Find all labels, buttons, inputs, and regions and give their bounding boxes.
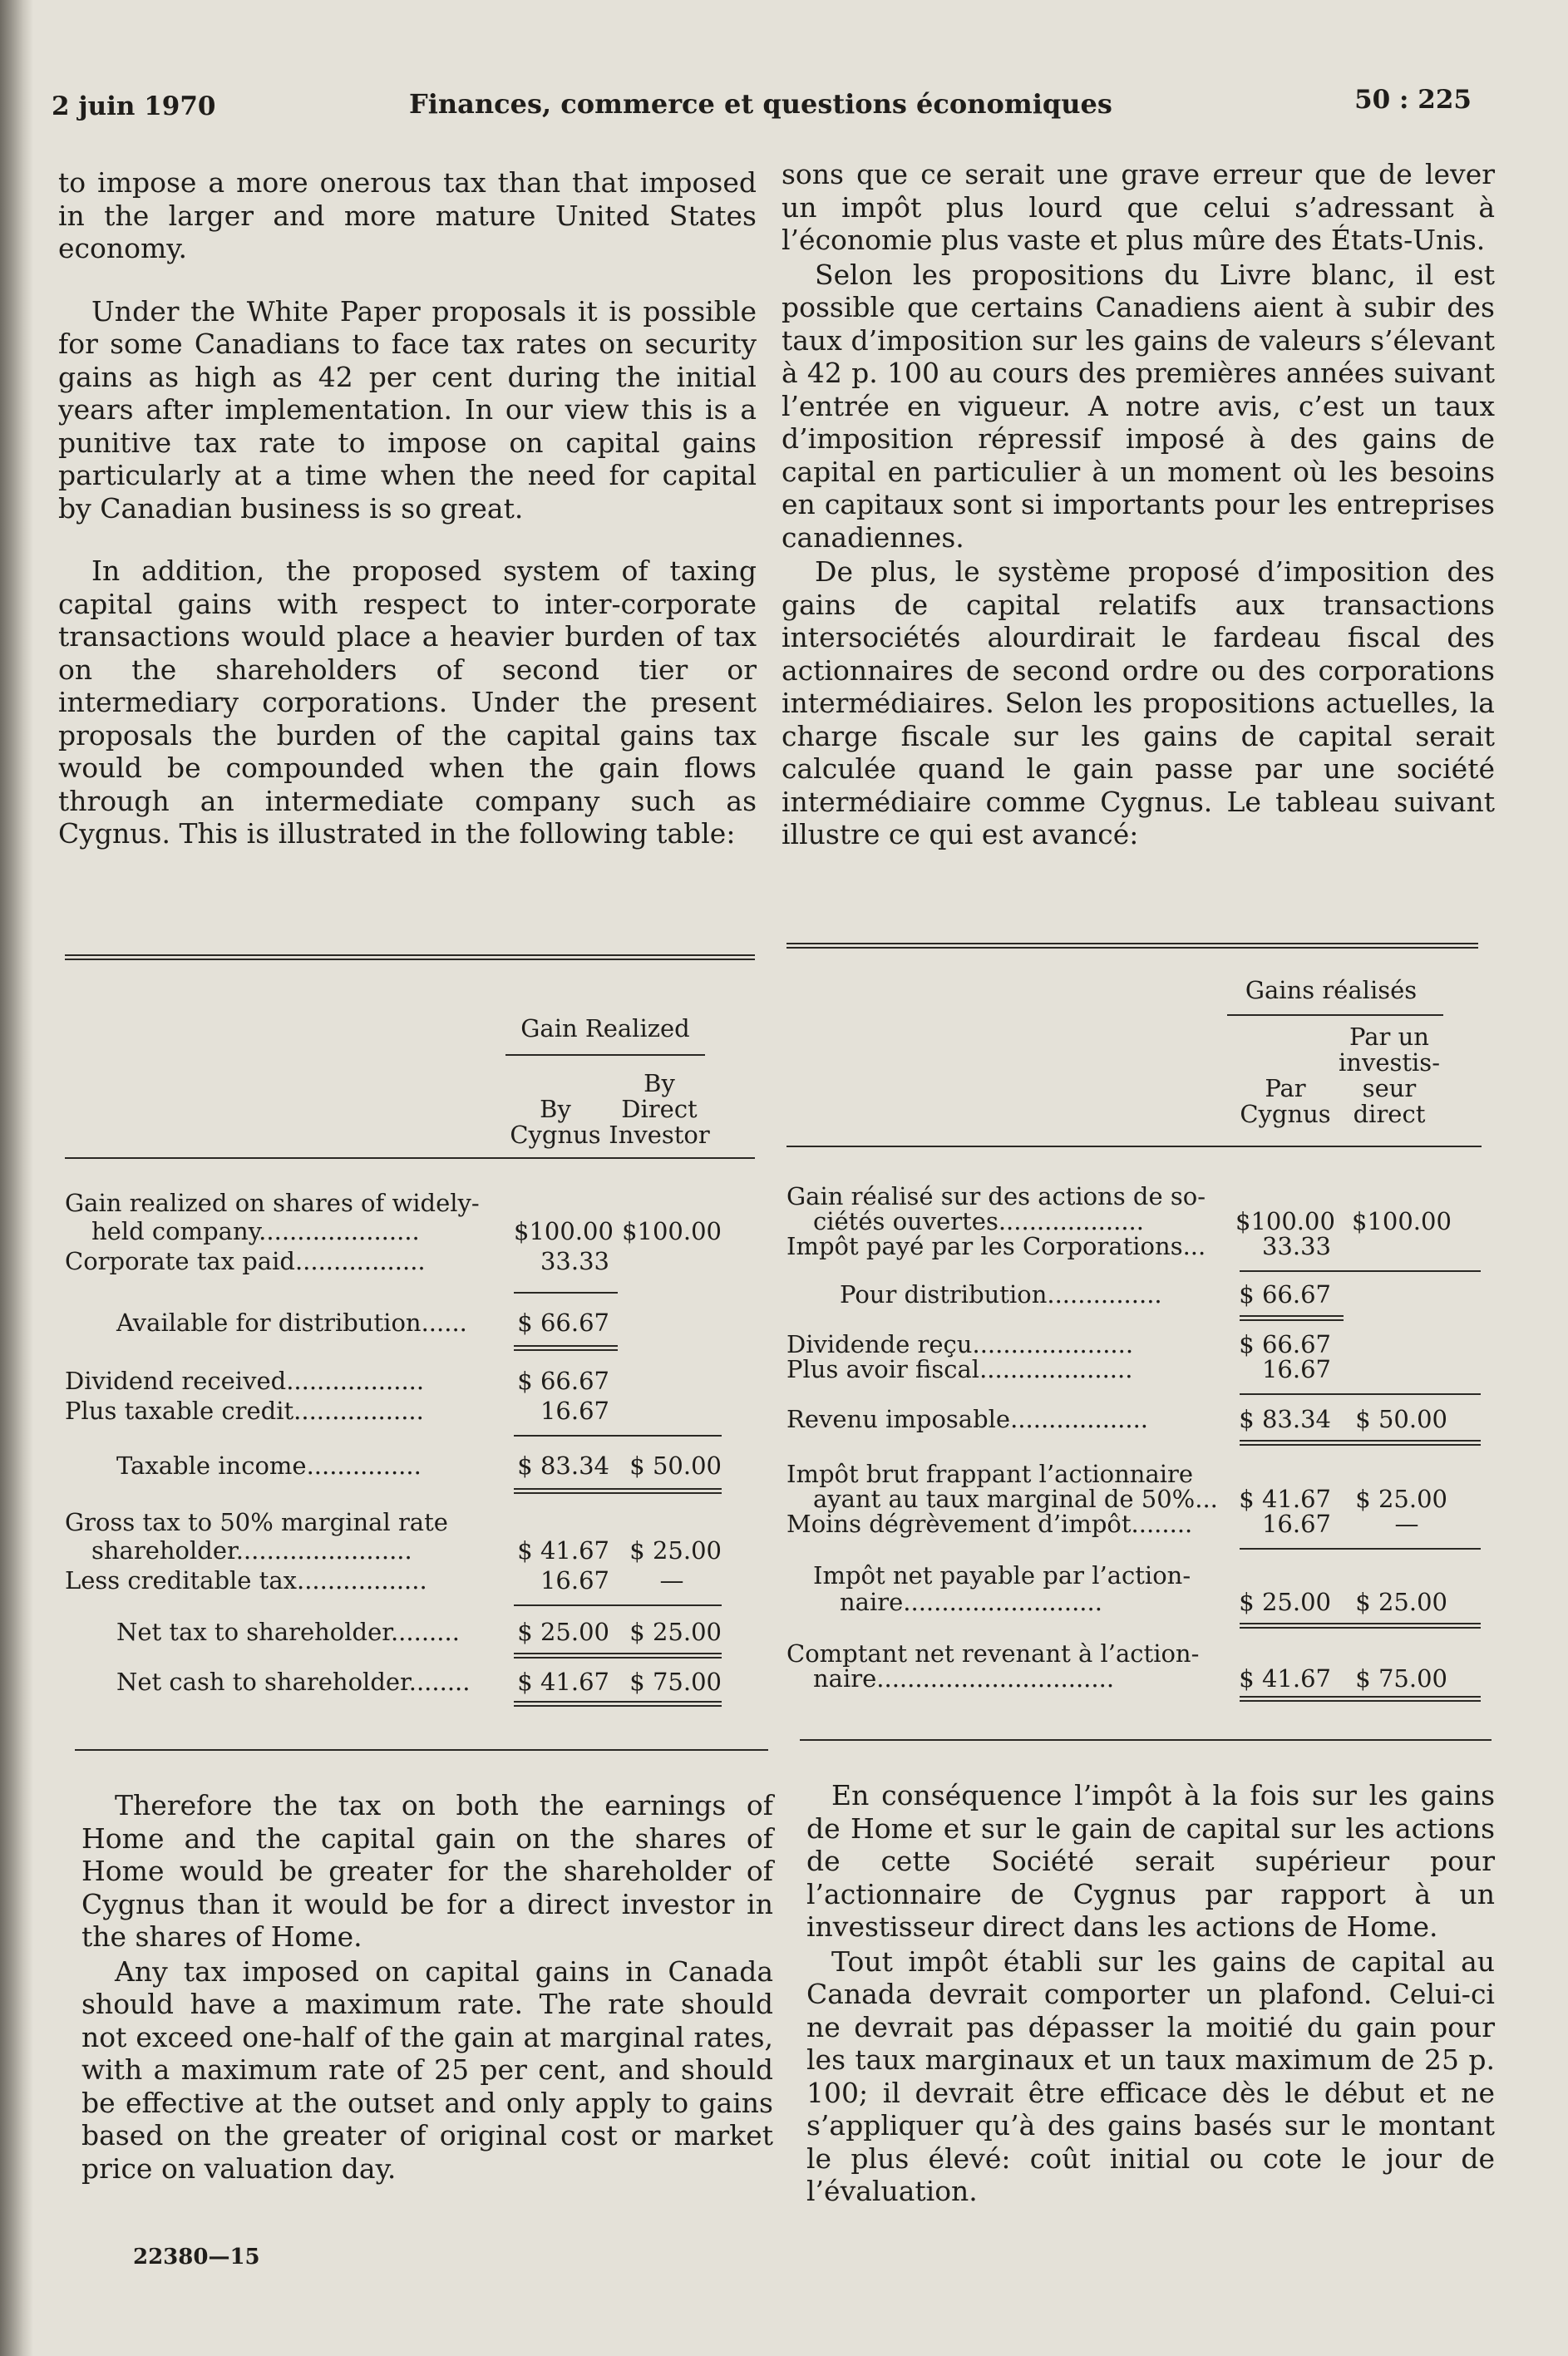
- row-label: Net cash to shareholder........: [116, 1668, 471, 1696]
- row-label: Net tax to shareholder.........: [116, 1618, 460, 1646]
- french-table-bottom-rule: [800, 1739, 1492, 1741]
- row-label: held company.....................: [91, 1217, 420, 1245]
- col2-line1: Par un: [1349, 1023, 1429, 1051]
- subtotal-rule: [1240, 1548, 1481, 1550]
- row-value-direct: $ 25.00: [629, 1536, 722, 1565]
- row-label: Dividende reçu.....................: [786, 1330, 1134, 1358]
- total-rule: [514, 1701, 722, 1707]
- row-label: Impôt brut frappant l’actionnaire: [786, 1460, 1194, 1488]
- col2-line2: investis-: [1339, 1048, 1440, 1077]
- row-value-direct: $ 75.00: [629, 1668, 722, 1696]
- row-value-cygnus: $ 66.67: [517, 1367, 609, 1395]
- header-page-number: 50 : 225: [1354, 85, 1472, 115]
- row-label: Available for distribution......: [116, 1309, 467, 1337]
- english-paragraph-2: Under the White Paper proposals it is possible for some Canadians to face tax rates on security gains as high as 42 per cent during the initial years after implementation. In our view this is a punitive tax rate to impose on capital gains particularly at a time when the need for capital by Canadian business is so great.: [58, 294, 757, 525]
- row-value-cygnus: 33.33: [1261, 1232, 1331, 1260]
- french-table: [786, 936, 1485, 1718]
- row-value-cygnus: 16.67: [540, 1566, 609, 1594]
- row-value-cygnus: $ 66.67: [1239, 1330, 1331, 1358]
- row-value-direct: $100.00: [622, 1217, 722, 1245]
- total-rule: [1240, 1440, 1481, 1446]
- row-value-cygnus: $100.00: [1235, 1207, 1335, 1235]
- col1-line1: Par: [1265, 1074, 1306, 1102]
- page-header: [52, 83, 1472, 125]
- row-value-cygnus: $ 41.67: [517, 1536, 609, 1565]
- total-rule: [1240, 1623, 1481, 1629]
- total-rule: [514, 1345, 618, 1351]
- header-bottom-rule: [786, 1146, 1482, 1147]
- row-value-cygnus: $ 83.34: [1239, 1405, 1331, 1433]
- column-header-cygnus: [505, 1071, 605, 1148]
- table-group-header: Gain Realized: [520, 1014, 690, 1042]
- page-binding-shadow: [0, 0, 33, 2356]
- col2-line1: By: [643, 1069, 675, 1097]
- row-value-cygnus: $ 83.34: [517, 1452, 609, 1480]
- row-label: Dividend received..................: [65, 1367, 425, 1395]
- row-value-cygnus: $ 41.67: [1239, 1664, 1331, 1693]
- english-table: [65, 948, 755, 1713]
- row-value-cygnus: $ 25.00: [517, 1618, 609, 1646]
- french-column-bottom: [806, 1779, 1495, 2208]
- english-column-bottom: [81, 1789, 773, 2185]
- row-label: Revenu imposable..................: [786, 1405, 1149, 1433]
- french-paragraph-4: En conséquence l’impôt à la fois sur les gains de Home et sur le gain de capital sur les actions de cette Société serait supérieur pour l’actionnaire de Cygnus par rapport à un investisseur direct dans les actions de Home.: [806, 1779, 1495, 1943]
- column-header-direct-investor: [605, 1071, 713, 1148]
- row-value-direct: $ 50.00: [629, 1452, 722, 1480]
- row-label: Moins dégrèvement d’impôt........: [786, 1510, 1193, 1538]
- french-paragraph-5: Tout impôt établi sur les gains de capital au Canada devrait comporter un plafond. Celui-ci ne devrait pas dépasser la moitié du gain pour les taux marginaux et un taux maximum de 25 p. 100; il devrait être efficace dès le début et ne s’appliquer qu’à des gains basés sur le montant le plus élevé: coût initial ou cote le jour de l’évaluation.: [806, 1944, 1495, 2207]
- row-label: ciétés ouvertes...................: [813, 1207, 1144, 1235]
- english-paragraph-4: Therefore the tax on both the earnings of Home and the capital gain on the shares of Home would be greater for the shareholder of Cygnus than it would be for a direct investor in the shares of Home.: [81, 1789, 773, 1953]
- header-underline: [1227, 1014, 1443, 1016]
- row-label: shareholder.......................: [91, 1536, 412, 1565]
- row-label: Corporate tax paid.................: [65, 1247, 426, 1275]
- col2-line2: Direct: [621, 1095, 698, 1123]
- col1-line2: Cygnus: [510, 1121, 601, 1149]
- french-paragraph-2: Selon les propositions du Livre blanc, il est possible que certains Canadiens aient à subir des taux d’imposition sur les gains de valeurs s’élevant à 42 p. 100 au cours des premières années suivant l’entrée en vigueur. A notre avis, c’est un taux d’imposition répressif imposé à des gains de capital en particulier à un moment où les besoins en capitaux sont si importants pour les entreprises canadiennes.: [782, 258, 1495, 554]
- row-value-direct: $ 25.00: [1355, 1588, 1447, 1616]
- row-label: Taxable income...............: [116, 1452, 422, 1480]
- french-paragraph-3: De plus, le système proposé d’imposition des gains de capital relatifs aux transactions intersociétés alourdirait le fardeau fiscal des actionnaires de second ordre ou des corporations intermédiaires. Selon les propositions actuelles, la charge fiscale sur les gains de capital serait calculée quand le gain passe par une société intermédiaire comme Cygnus. Le tableau suivant illustre ce qui est avancé:: [782, 555, 1495, 850]
- total-rule: [1240, 1696, 1481, 1702]
- row-label: naire..........................: [840, 1588, 1102, 1616]
- row-value-cygnus: $ 25.00: [1239, 1588, 1331, 1616]
- row-value-direct: $100.00: [1352, 1207, 1452, 1235]
- row-label: Impôt net payable par l’action-: [813, 1561, 1191, 1590]
- total-rule: [514, 1653, 722, 1659]
- row-value-direct: $ 25.00: [1355, 1485, 1447, 1513]
- row-label: Plus taxable credit.................: [65, 1397, 424, 1425]
- row-value-cygnus: $ 41.67: [517, 1668, 609, 1696]
- total-rule: [514, 1488, 722, 1494]
- row-label: Less creditable tax.................: [65, 1566, 427, 1594]
- french-column-top: [782, 158, 1495, 851]
- col1-line2: Cygnus: [1240, 1100, 1331, 1128]
- french-paragraph-1: sons que ce serait une grave erreur que de lever un impôt plus lourd que celui s’adressant à l’économie plus vaste et plus mûre des États-Unis.: [782, 158, 1495, 256]
- row-value-cygnus: 16.67: [1261, 1355, 1331, 1383]
- row-label: Comptant net revenant à l’action-: [786, 1639, 1200, 1668]
- row-value-cygnus: 16.67: [1261, 1510, 1331, 1538]
- header-date: 2 juin 1970: [52, 91, 216, 121]
- footer-code: 22380—15: [133, 2245, 260, 2270]
- row-value-cygnus: $100.00: [514, 1217, 614, 1245]
- table-top-rule: [786, 943, 1478, 949]
- header-title: Finances, commerce et questions économiques: [409, 88, 1112, 120]
- english-table-bottom-rule: [75, 1749, 768, 1751]
- row-label: ayant au taux marginal de 50%...: [813, 1485, 1218, 1513]
- row-label: Impôt payé par les Corporations...: [786, 1232, 1206, 1260]
- column-header-direct-investor: [1335, 1024, 1443, 1127]
- subtotal-rule: [514, 1604, 722, 1606]
- header-underline: [505, 1054, 705, 1056]
- total-rule: [1240, 1315, 1344, 1321]
- row-label: Plus avoir fiscal....................: [786, 1355, 1133, 1383]
- row-label: Gain realized on shares of widely-: [65, 1189, 480, 1217]
- row-label: naire...............................: [813, 1664, 1115, 1693]
- col1-line1: By: [540, 1095, 571, 1123]
- header-bottom-rule: [65, 1157, 755, 1159]
- table-group-header: Gains réalisés: [1245, 976, 1418, 1004]
- row-value-direct: —: [1394, 1510, 1419, 1538]
- row-label: Gross tax to 50% marginal rate: [65, 1508, 448, 1536]
- row-label: Pour distribution...............: [840, 1280, 1162, 1309]
- row-value-cygnus: $ 41.67: [1239, 1485, 1331, 1513]
- english-column-top: [58, 166, 757, 850]
- row-value-direct: $ 75.00: [1355, 1664, 1447, 1693]
- col2-line3: seur: [1362, 1074, 1417, 1102]
- row-value-direct: —: [659, 1566, 684, 1594]
- row-value-cygnus: $ 66.67: [517, 1309, 609, 1337]
- subtotal-rule: [1240, 1270, 1481, 1272]
- col2-line4: direct: [1353, 1100, 1426, 1128]
- row-value-direct: $ 50.00: [1355, 1405, 1447, 1433]
- table-top-rule: [65, 954, 755, 960]
- subtotal-rule: [1240, 1393, 1481, 1395]
- subtotal-rule: [514, 1292, 618, 1294]
- english-paragraph-1: to impose a more onerous tax than that imposed in the larger and more mature United States economy.: [58, 166, 757, 264]
- row-label: Gain réalisé sur des actions de so-: [786, 1182, 1206, 1210]
- english-paragraph-3: In addition, the proposed system of taxing capital gains with respect to inter-corporate transactions would place a heavier burden of tax on the shareholders of second tier or intermediary corporations. Under the present proposals the burden of the capital gains tax would be compounded when the gain flows through an intermediate company such as Cygnus. This is illustrated in the following table:: [58, 554, 757, 850]
- subtotal-rule: [514, 1435, 722, 1437]
- row-value-cygnus: 16.67: [540, 1397, 609, 1425]
- col2-line3: Investor: [609, 1121, 710, 1149]
- column-header-cygnus: [1235, 1024, 1335, 1127]
- row-value-cygnus: $ 66.67: [1239, 1280, 1331, 1309]
- row-value-direct: $ 25.00: [629, 1618, 722, 1646]
- english-paragraph-5: Any tax imposed on capital gains in Canada should have a maximum rate. The rate should not exceed one-half of the gain at marginal rates, with a maximum rate of 25 per cent, and should be effective at the outset and only apply to gains based on the greater of original cost or market price on valuation day.: [81, 1954, 773, 2185]
- row-value-cygnus: 33.33: [540, 1247, 609, 1275]
